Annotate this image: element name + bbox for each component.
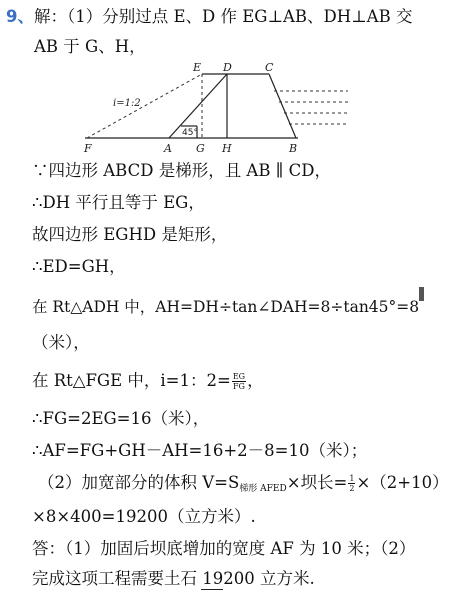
answer-line-1: 答：（1）加固后坝底增加的宽度 AF 为 10 米；（2） — [32, 539, 416, 558]
problem-number: 9、 — [6, 7, 34, 26]
solution-line-11: ∴AF=FG+GH－AH=16+2－8=10（米）； — [32, 441, 368, 460]
solution-line-2: AB 于 G、H， — [34, 37, 146, 56]
solution-line-5: 故四边形 EGHD 是矩形， — [32, 225, 228, 244]
solution-line-8: （米）， — [32, 333, 90, 352]
solution-line-13: ×8×400=19200（立方米）. — [32, 507, 256, 526]
scroll-marker — [419, 287, 424, 301]
point-d-label: D — [223, 61, 232, 74]
dam-cross-section-diagram — [80, 60, 425, 160]
solution-line-10: ∴FG=2EG=16（米）， — [32, 409, 210, 428]
angle-label: 45° — [182, 128, 198, 138]
slope-label: i=1:2 — [113, 98, 141, 109]
trapezoid-subscript: 梯形 AFED — [239, 484, 287, 494]
bottom-rule — [201, 589, 223, 590]
answer-line-2: 完成这项工程需要土石 19200 立方米. — [32, 569, 315, 588]
point-a-label: A — [164, 142, 172, 155]
solution-line-4: ∴DH 平行且等于 EG， — [32, 193, 205, 212]
solution-line-12-text: （2）加宽部分的体积 V=S — [38, 473, 240, 492]
point-g-label: G — [196, 142, 205, 155]
point-b-label: B — [289, 142, 298, 155]
solution-line-9-text: 在 Rt△FGE 中，i=1：2= — [32, 371, 231, 390]
solution-line-7: 在 Rt△ADH 中，AH=DH÷tan∠DAH=8÷tan45°=8 — [32, 298, 420, 316]
point-h-label: H — [222, 142, 232, 155]
fraction-one-half: $\frac{1}{2}$ — [349, 474, 355, 493]
point-f-label: F — [84, 142, 92, 155]
fraction-eg-over-fg: $\frac{EG}{FG}$ — [232, 372, 246, 391]
point-c-label: C — [265, 61, 274, 74]
solution-line-6: ∴ED=GH， — [32, 257, 126, 276]
solution-line-1: 解：（1）分别过点 E、D 作 EG⊥AB、DH⊥AB 交 — [33, 7, 413, 26]
point-e-label: E — [193, 61, 202, 74]
solution-line-3: ∵四边形 ABCD 是梯形，且 AB ∥ CD， — [32, 161, 331, 180]
